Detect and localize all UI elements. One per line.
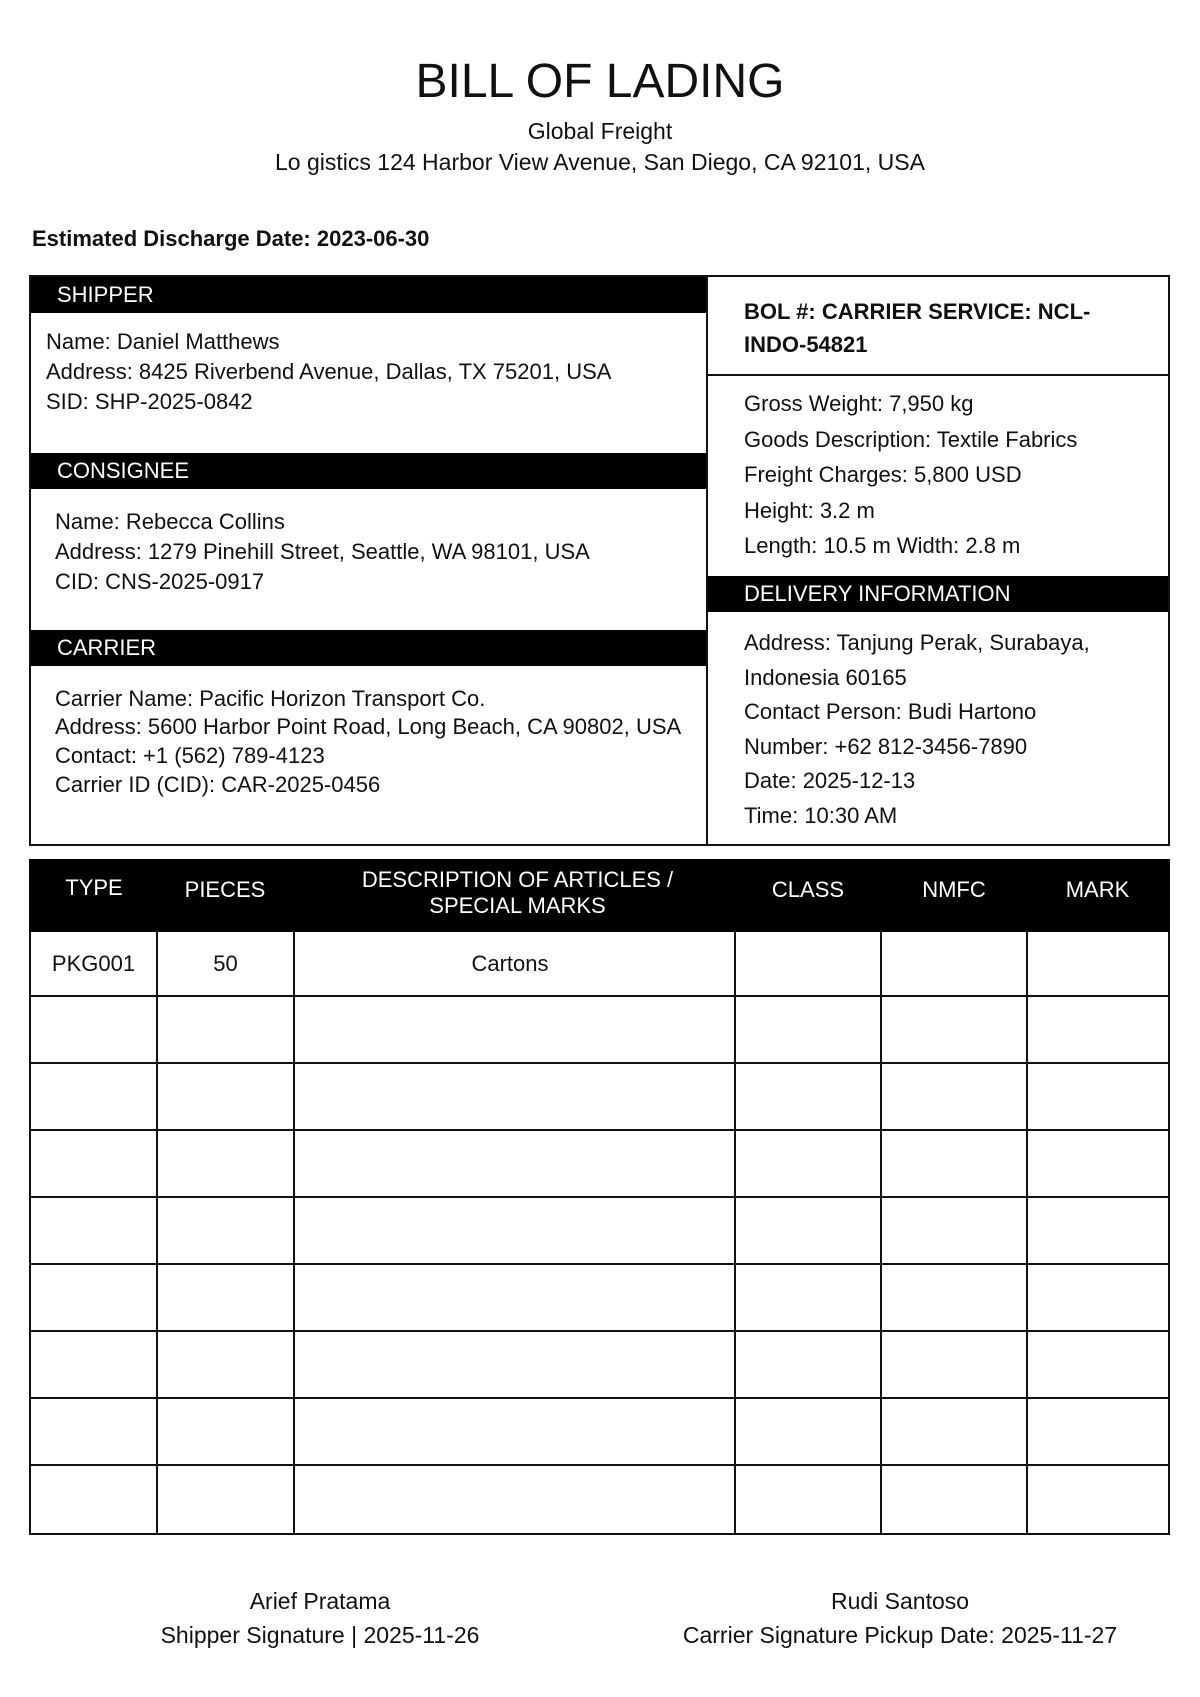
col-pieces-header: PIECES: [184, 877, 266, 902]
discharge-date: Estimated Discharge Date: 2023-06-30: [32, 226, 430, 251]
cargo-height: Height: 3.2 m: [744, 497, 875, 523]
carrier-name: Carrier Name: Pacific Horizon Transport Co.: [55, 686, 486, 711]
carrier-id: Carrier ID (CID): CAR-2025-0456: [55, 772, 381, 797]
freight-charges: Freight Charges: 5,800 USD: [744, 462, 1022, 487]
col-type-header: TYPE: [65, 875, 123, 900]
shipper-header: SHIPPER: [31, 277, 706, 313]
consignee-name: Name: Rebecca Collins: [55, 509, 285, 534]
delivery-date: Date: 2025-12-13: [744, 768, 916, 793]
shipper-signature-block: [90, 1584, 550, 1652]
col-description-header: DESCRIPTION OF ARTICLES / SPECIAL MARKS: [361, 867, 674, 918]
company-address: Lo gistics 124 Harbor View Avenue, San Diego, CA 92101, USA: [275, 149, 925, 175]
row-divider: [31, 1062, 1170, 1064]
shipper-address: Address: 8425 Riverbend Avenue, Dallas, TX 75201, USA: [46, 359, 612, 384]
col-class-header: CLASS: [771, 877, 845, 902]
row-divider: [31, 1397, 1170, 1399]
delivery-number: Number: +62 812-3456-7890: [744, 733, 1028, 759]
consignee-cid: CID: CNS-2025-0917: [55, 569, 265, 594]
shipper-signature-name: Arief Pratama: [249, 1588, 391, 1614]
row-divider: [31, 1263, 1170, 1265]
row-divider: [31, 1464, 1170, 1466]
bol-number: BOL #: CARRIER SERVICE: NCL-INDO-54821: [744, 299, 1091, 357]
col-divider: [734, 932, 736, 1535]
col-divider: [156, 932, 158, 1535]
company-name: Global Freight: [527, 118, 673, 144]
carrier-signature-block: [640, 1584, 1160, 1652]
carrier-details: [55, 684, 685, 799]
consignee-header: CONSIGNEE: [31, 453, 706, 489]
cargo-details: [744, 386, 1154, 564]
row-divider: [31, 995, 1170, 997]
shipper-signature-label: Shipper Signature | 2025-11-26: [160, 1622, 480, 1648]
delivery-time: Time: 10:30 AM: [744, 802, 898, 828]
col-divider: [1026, 932, 1028, 1535]
cargo-dimensions: Length: 10.5 m Width: 2.8 m: [744, 533, 1021, 558]
row-divider: [31, 1129, 1170, 1131]
shipper-details: [46, 327, 696, 417]
carrier-signature-name: Rudi Santoso: [830, 1588, 970, 1614]
row1-type: PKG001: [51, 951, 136, 976]
consignee-address: Address: 1279 Pinehill Street, Seattle, WA 98101, USA: [55, 539, 590, 564]
col-nmfc-header: NMFC: [922, 877, 986, 902]
row-divider: [31, 1330, 1170, 1332]
company-info: [0, 116, 1200, 178]
goods-description: Goods Description: Textile Fabrics: [744, 426, 1078, 452]
row1-description: Cartons: [471, 951, 549, 976]
delivery-address: Address: Tanjung Perak, Surabaya, Indonesia 60165: [744, 630, 1090, 690]
shipper-name: Name: Daniel Matthews: [46, 329, 280, 354]
delivery-contact: Contact Person: Budi Hartono: [744, 699, 1037, 724]
frame-divider: [706, 275, 708, 846]
carrier-header: CARRIER: [31, 630, 706, 666]
delivery-details: [744, 626, 1154, 833]
carrier-signature-label: Carrier Signature Pickup Date: 2025-11-27: [682, 1622, 1118, 1648]
col-divider: [880, 932, 882, 1535]
shipper-sid: SID: SHP-2025-0842: [46, 389, 253, 414]
document-title: BILL OF LADING: [415, 55, 785, 108]
bol-divider: [708, 374, 1170, 376]
consignee-details: [55, 507, 695, 597]
col-divider: [293, 932, 295, 1535]
gross-weight: Gross Weight: 7,950 kg: [744, 391, 974, 416]
carrier-contact: Contact: +1 (562) 789-4123: [55, 743, 325, 768]
row1-pieces: 50: [213, 951, 238, 976]
row-divider: [31, 1196, 1170, 1198]
delivery-header: DELIVERY INFORMATION: [708, 576, 1168, 612]
col-mark-header: MARK: [1065, 877, 1130, 902]
carrier-address: Address: 5600 Harbor Point Road, Long Beach, CA 90802, USA: [55, 714, 682, 739]
